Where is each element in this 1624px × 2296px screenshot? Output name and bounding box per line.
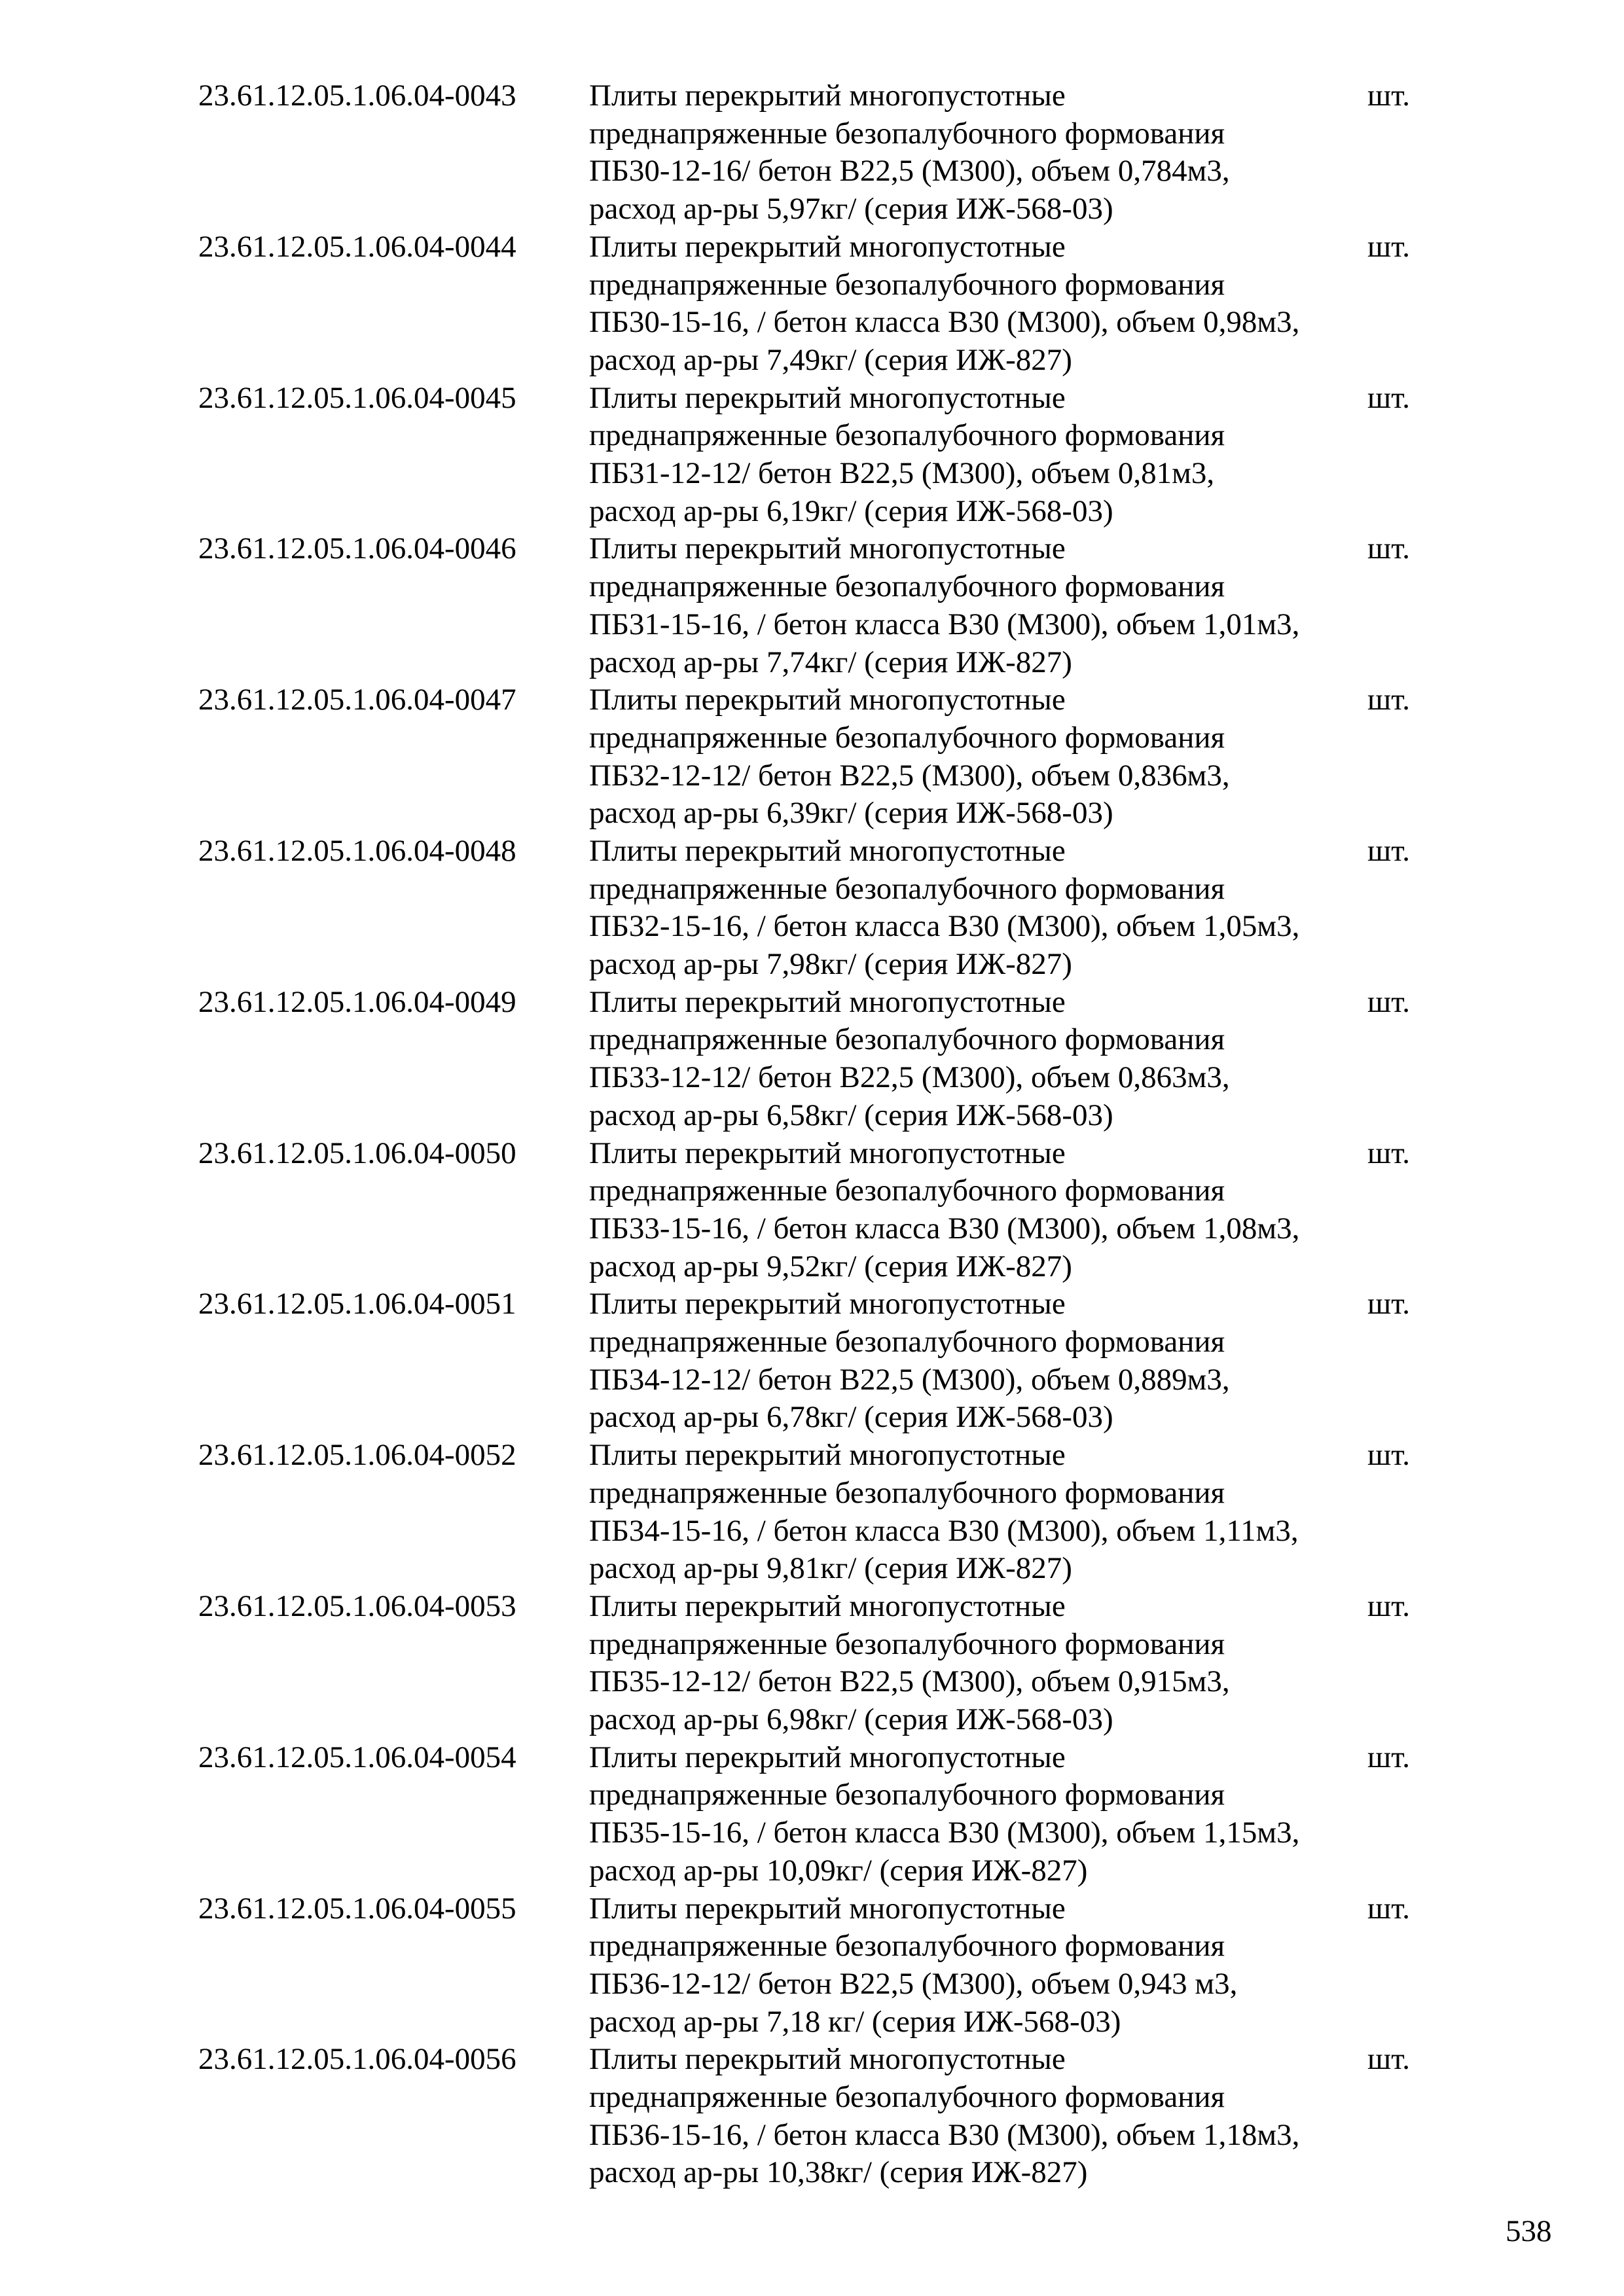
- item-description: [589, 984, 1375, 1135]
- table-row: [198, 1285, 1442, 1437]
- description-line: Плиты перекрытий многопустотные: [589, 1588, 1066, 1623]
- description-line: Плиты перекрытий многопустотные: [589, 229, 1066, 264]
- table-row: [198, 1890, 1442, 2041]
- item-description: [589, 1437, 1375, 1588]
- description-line: ПБ31-15-16, / бетон класса В30 (М300), объем 1,01м3,: [589, 607, 1300, 641]
- description-line: расход ар-ры 6,39кг/ (серия ИЖ-568-03): [589, 796, 1113, 831]
- description-line: ПБ30-15-16, / бетон класса В30 (М300), объем 0,98м3,: [589, 305, 1300, 340]
- item-unit: шт.: [1367, 79, 1410, 113]
- description-line: ПБ30-12-16/ бетон В22,5 (М300), объем 0,784м3,: [589, 154, 1230, 188]
- item-unit: шт.: [1367, 833, 1410, 868]
- table-row: [198, 530, 1442, 681]
- description-line: преднапряженные безопалубочного формования: [589, 1929, 1225, 1964]
- table-row: [198, 2041, 1442, 2192]
- description-line: Плиты перекрытий многопустотные: [589, 984, 1066, 1019]
- description-line: расход ар-ры 7,74кг/ (серия ИЖ-827): [589, 645, 1072, 679]
- description-line: расход ар-ры 7,98кг/ (серия ИЖ-827): [589, 947, 1072, 982]
- description-line: расход ар-ры 7,18 кг/ (серия ИЖ-568-03): [589, 2004, 1121, 2039]
- item-description: [589, 1588, 1375, 1739]
- item-unit: шт.: [1367, 1588, 1410, 1623]
- item-code: 23.61.12.05.1.06.04-0050: [198, 1136, 516, 1170]
- description-line: преднапряженные безопалубочного формования: [589, 116, 1225, 151]
- item-description: [589, 1135, 1375, 1286]
- item-unit: шт.: [1367, 1136, 1410, 1170]
- description-line: расход ар-ры 9,81кг/ (серия ИЖ-827): [589, 1551, 1072, 1586]
- description-line: Плиты перекрытий многопустотные: [589, 683, 1066, 717]
- item-unit: шт.: [1367, 984, 1410, 1019]
- description-line: Плиты перекрытий многопустотные: [589, 2042, 1066, 2077]
- item-unit: шт.: [1367, 683, 1410, 717]
- description-line: Плиты перекрытий многопустотные: [589, 1740, 1066, 1774]
- description-line: Плиты перекрытий многопустотные: [589, 380, 1066, 415]
- item-code: 23.61.12.05.1.06.04-0049: [198, 984, 516, 1019]
- table-row: [198, 1588, 1442, 1739]
- item-unit: шт.: [1367, 2042, 1410, 2077]
- description-line: ПБ36-15-16, / бетон класса В30 (М300), объем 1,18м3,: [589, 2117, 1300, 2152]
- table-row: [198, 77, 1442, 228]
- description-line: Плиты перекрытий многопустотные: [589, 1136, 1066, 1170]
- table-row: [198, 1437, 1442, 1588]
- table-row: [198, 681, 1442, 833]
- description-line: преднапряженные безопалубочного формования: [589, 720, 1225, 755]
- description-line: Плиты перекрытий многопустотные: [589, 1891, 1066, 1926]
- item-description: [589, 530, 1375, 681]
- description-line: преднапряженные безопалубочного формования: [589, 1475, 1225, 1510]
- description-line: преднапряженные безопалубочного формования: [589, 569, 1225, 604]
- description-line: ПБ34-12-12/ бетон В22,5 (М300), объем 0,889м3,: [589, 1362, 1230, 1397]
- item-description: [589, 2041, 1375, 2192]
- item-code: 23.61.12.05.1.06.04-0044: [198, 229, 516, 264]
- item-code: 23.61.12.05.1.06.04-0055: [198, 1891, 516, 1926]
- item-code: 23.61.12.05.1.06.04-0048: [198, 833, 516, 868]
- description-line: преднапряженные безопалубочного формования: [589, 2080, 1225, 2115]
- description-line: Плиты перекрытий многопустотные: [589, 79, 1066, 113]
- description-line: расход ар-ры 10,09кг/ (серия ИЖ-827): [589, 1853, 1088, 1888]
- table-row: [198, 380, 1442, 531]
- description-line: Плиты перекрытий многопустотные: [589, 833, 1066, 868]
- item-description: [589, 380, 1375, 531]
- description-line: ПБ33-15-16, / бетон класса В30 (М300), объем 1,08м3,: [589, 1211, 1300, 1246]
- page-number: 538: [1506, 2214, 1552, 2248]
- item-code: 23.61.12.05.1.06.04-0046: [198, 531, 516, 566]
- description-line: Плиты перекрытий многопустотные: [589, 531, 1066, 566]
- item-unit: шт.: [1367, 380, 1410, 415]
- item-description: [589, 1285, 1375, 1437]
- description-line: преднапряженные безопалубочного формования: [589, 1626, 1225, 1661]
- item-description: [589, 833, 1375, 984]
- description-line: ПБ31-12-12/ бетон В22,5 (М300), объем 0,81м3,: [589, 456, 1215, 490]
- description-line: ПБ33-12-12/ бетон В22,5 (М300), объем 0,863м3,: [589, 1060, 1230, 1095]
- item-unit: шт.: [1367, 1438, 1410, 1473]
- item-code: 23.61.12.05.1.06.04-0052: [198, 1438, 516, 1473]
- item-code: 23.61.12.05.1.06.04-0053: [198, 1588, 516, 1623]
- item-unit: шт.: [1367, 531, 1410, 566]
- description-line: расход ар-ры 6,19кг/ (серия ИЖ-568-03): [589, 493, 1113, 528]
- description-line: расход ар-ры 10,38кг/ (серия ИЖ-827): [589, 2155, 1088, 2190]
- item-unit: шт.: [1367, 1287, 1410, 1321]
- description-line: преднапряженные безопалубочного формования: [589, 418, 1225, 453]
- item-code: 23.61.12.05.1.06.04-0051: [198, 1287, 516, 1321]
- description-line: ПБ34-15-16, / бетон класса В30 (М300), объем 1,11м3,: [589, 1513, 1299, 1548]
- item-code: 23.61.12.05.1.06.04-0047: [198, 683, 516, 717]
- description-line: расход ар-ры 5,97кг/ (серия ИЖ-568-03): [589, 192, 1113, 226]
- description-line: преднапряженные безопалубочного формования: [589, 1174, 1225, 1208]
- table-row: [198, 228, 1442, 380]
- description-line: расход ар-ры 6,58кг/ (серия ИЖ-568-03): [589, 1098, 1113, 1132]
- item-description: [589, 228, 1375, 380]
- description-line: расход ар-ры 6,98кг/ (серия ИЖ-568-03): [589, 1702, 1113, 1737]
- item-unit: шт.: [1367, 229, 1410, 264]
- description-line: ПБ35-15-16, / бетон класса В30 (М300), объем 1,15м3,: [589, 1816, 1300, 1850]
- price-list-table: [198, 77, 1442, 2192]
- item-code: 23.61.12.05.1.06.04-0056: [198, 2042, 516, 2077]
- table-row: [198, 984, 1442, 1135]
- item-description: [589, 77, 1375, 228]
- table-row: [198, 1135, 1442, 1286]
- item-code: 23.61.12.05.1.06.04-0045: [198, 380, 516, 415]
- description-line: ПБ35-12-12/ бетон В22,5 (М300), объем 0,915м3,: [589, 1664, 1230, 1699]
- item-description: [589, 1890, 1375, 2041]
- description-line: преднапряженные безопалубочного формования: [589, 871, 1225, 906]
- item-code: 23.61.12.05.1.06.04-0054: [198, 1740, 516, 1774]
- description-line: Плиты перекрытий многопустотные: [589, 1438, 1066, 1473]
- item-code: 23.61.12.05.1.06.04-0043: [198, 79, 516, 113]
- description-line: преднапряженные безопалубочного формования: [589, 1325, 1225, 1359]
- item-unit: шт.: [1367, 1740, 1410, 1774]
- item-unit: шт.: [1367, 1891, 1410, 1926]
- item-description: [589, 681, 1375, 833]
- description-line: ПБ32-12-12/ бетон В22,5 (М300), объем 0,836м3,: [589, 758, 1230, 793]
- description-line: расход ар-ры 6,78кг/ (серия ИЖ-568-03): [589, 1400, 1113, 1435]
- description-line: расход ар-ры 7,49кг/ (серия ИЖ-827): [589, 342, 1072, 377]
- table-row: [198, 833, 1442, 984]
- description-line: преднапряженные безопалубочного формования: [589, 1778, 1225, 1812]
- description-line: преднапряженные безопалубочного формования: [589, 1022, 1225, 1057]
- description-line: ПБ36-12-12/ бетон В22,5 (М300), объем 0,943 м3,: [589, 1966, 1238, 2001]
- table-row: [198, 1739, 1442, 1890]
- description-line: Плиты перекрытий многопустотные: [589, 1287, 1066, 1321]
- description-line: расход ар-ры 9,52кг/ (серия ИЖ-827): [589, 1249, 1072, 1283]
- item-description: [589, 1739, 1375, 1890]
- description-line: ПБ32-15-16, / бетон класса В30 (М300), объем 1,05м3,: [589, 909, 1300, 944]
- description-line: преднапряженные безопалубочного формования: [589, 267, 1225, 302]
